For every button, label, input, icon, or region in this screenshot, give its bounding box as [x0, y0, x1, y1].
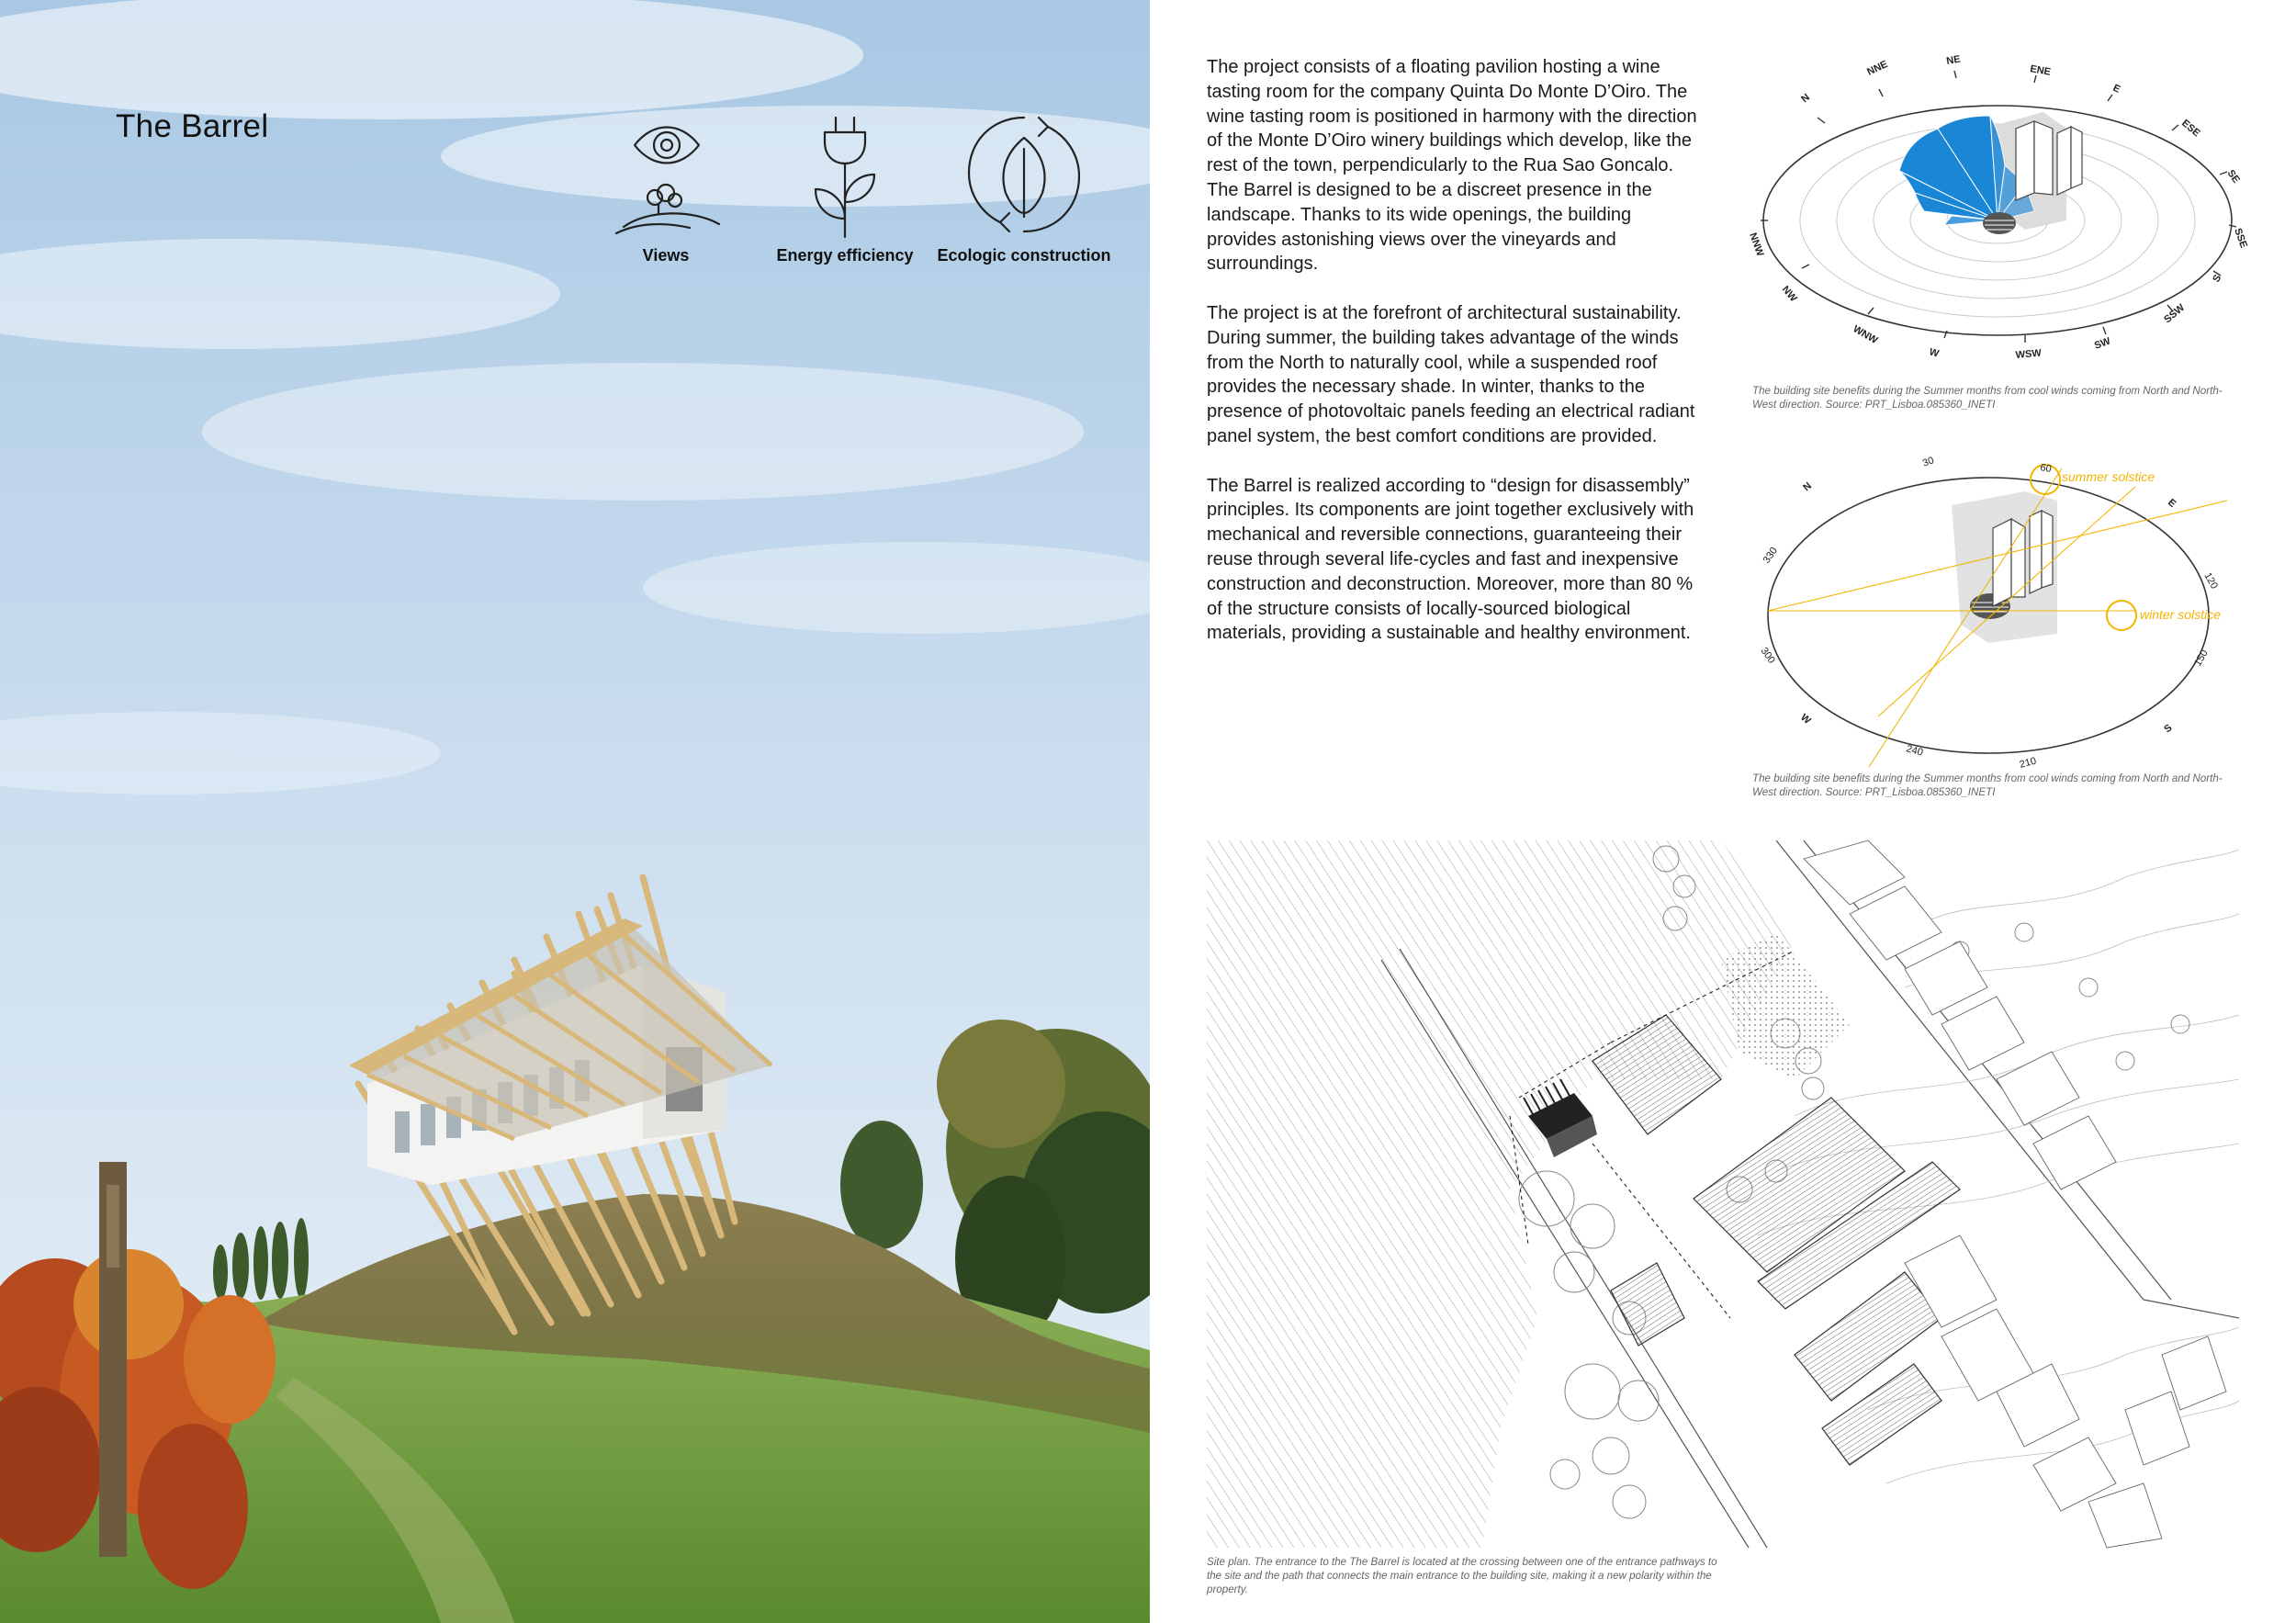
- azimuth-label: 210: [2018, 755, 2038, 771]
- wind-direction-label: SSE: [2232, 226, 2249, 250]
- azimuth-label: 150: [2192, 648, 2211, 669]
- wind-direction-label: ESE: [2179, 118, 2202, 140]
- compass-label: S: [2162, 722, 2175, 736]
- description-paragraph: The Barrel is realized according to “design for disassembly” principles. Its components are joint together exclusively with mechanical and reversible connections, guaranteeing their reuse through several life-cycles and fast and inexpensive construction and deconstruction. Moreover, more than 80 % of the structure consists of locally-sourced biological materials, providing a sustainable and healthy environment.: [1207, 475, 1694, 644]
- wind-direction-label: S: [2211, 273, 2224, 285]
- wind-rose-caption: The building site benefits during the Summer months from cool winds coming from North and North-West direction. Source: PRT_Lisboa.085360_INETI: [1752, 385, 2223, 411]
- eye-landscape-icon: [602, 110, 730, 239]
- feature-ecologic-construction: [937, 110, 1111, 265]
- description-paragraph: The project consists of a floating pavilion hosting a wine tasting room for the company Quinta Do Monte D’Oiro. The wine tasting room is positioned in harmony with the direction of the Monte D’Oiro winery buildings which develop, like the rest of the town, perpendicularly to the Rua Sao Goncalo. The Barrel is designed to be a discreet presence in the landscape. Thanks to its wide openings, the building provides astonishing views over the vineyards and surroundings.: [1207, 57, 1697, 275]
- azimuth-label: 120: [2201, 570, 2220, 592]
- azimuth-label: 240: [1905, 743, 1925, 759]
- wind-direction-label: WSW: [2015, 347, 2043, 361]
- compass-label: E: [2166, 497, 2178, 511]
- site-plan-caption: Site plan. The entrance to the The Barrel is located at the crossing between one of the entrance pathways to the site and the path that connects the main entrance to the building site, making it a new polarity within the property.: [1207, 1556, 1717, 1595]
- description-paragraph: The project is at the forefront of architectural sustainability. During summer, the building takes advantage of the winds from the North to naturally cool, while a suspended roof provides the necessary shade. In winter, thanks to the presence of photovoltaic panels feeding an electrical radiant panel system, the best comfort conditions are provided.: [1207, 302, 1695, 446]
- wind-direction-label: SE: [2224, 167, 2242, 186]
- leaf-cycle-icon: [960, 110, 1088, 239]
- feature-views-label: Views: [642, 246, 690, 265]
- wind-direction-label: E: [2110, 82, 2122, 96]
- page-title: The Barrel: [116, 108, 269, 144]
- wind-direction-label: ENE: [2029, 63, 2052, 78]
- project-description: [1207, 55, 1703, 671]
- feature-views: [579, 110, 753, 265]
- azimuth-label: 60: [2039, 462, 2053, 476]
- winter-solstice-label: winter solstice: [2140, 607, 2221, 622]
- feature-energy-efficiency-label: Energy efficiency: [776, 246, 914, 265]
- wind-direction-label: SSW: [2162, 301, 2188, 326]
- azimuth-label: 330: [1761, 545, 1780, 566]
- compass-label: W: [1798, 712, 1813, 727]
- site-plan-drawing: [1207, 840, 2239, 1548]
- wind-direction-label: NE: [1945, 53, 1962, 67]
- plug-plant-icon: [781, 110, 909, 239]
- summer-solstice-label: summer solstice: [2062, 469, 2155, 484]
- sun-path-caption: The building site benefits during the Summer months from cool winds coming from North and North-West direction. Source: PRT_Lisboa.085360_INETI: [1752, 772, 2223, 798]
- wind-direction-label: N: [1799, 91, 1813, 106]
- azimuth-label: 300: [1758, 645, 1777, 666]
- wind-direction-label: SW: [2092, 335, 2112, 352]
- sun-path-diagram: [1750, 450, 2245, 772]
- wind-direction-label: W: [1928, 346, 1941, 360]
- wind-rose-diagram: [1747, 53, 2249, 386]
- wind-direction-label: NW: [1779, 284, 1799, 304]
- feature-energy-efficiency: [758, 110, 932, 265]
- wind-direction-label: NNW: [1747, 231, 1766, 258]
- feature-ecologic-construction-label: Ecologic construction: [937, 246, 1111, 265]
- wind-direction-label: WNW: [1851, 323, 1880, 346]
- compass-label: N: [1801, 479, 1815, 494]
- wind-direction-label: NNE: [1865, 59, 1890, 78]
- azimuth-label: 30: [1920, 455, 1936, 469]
